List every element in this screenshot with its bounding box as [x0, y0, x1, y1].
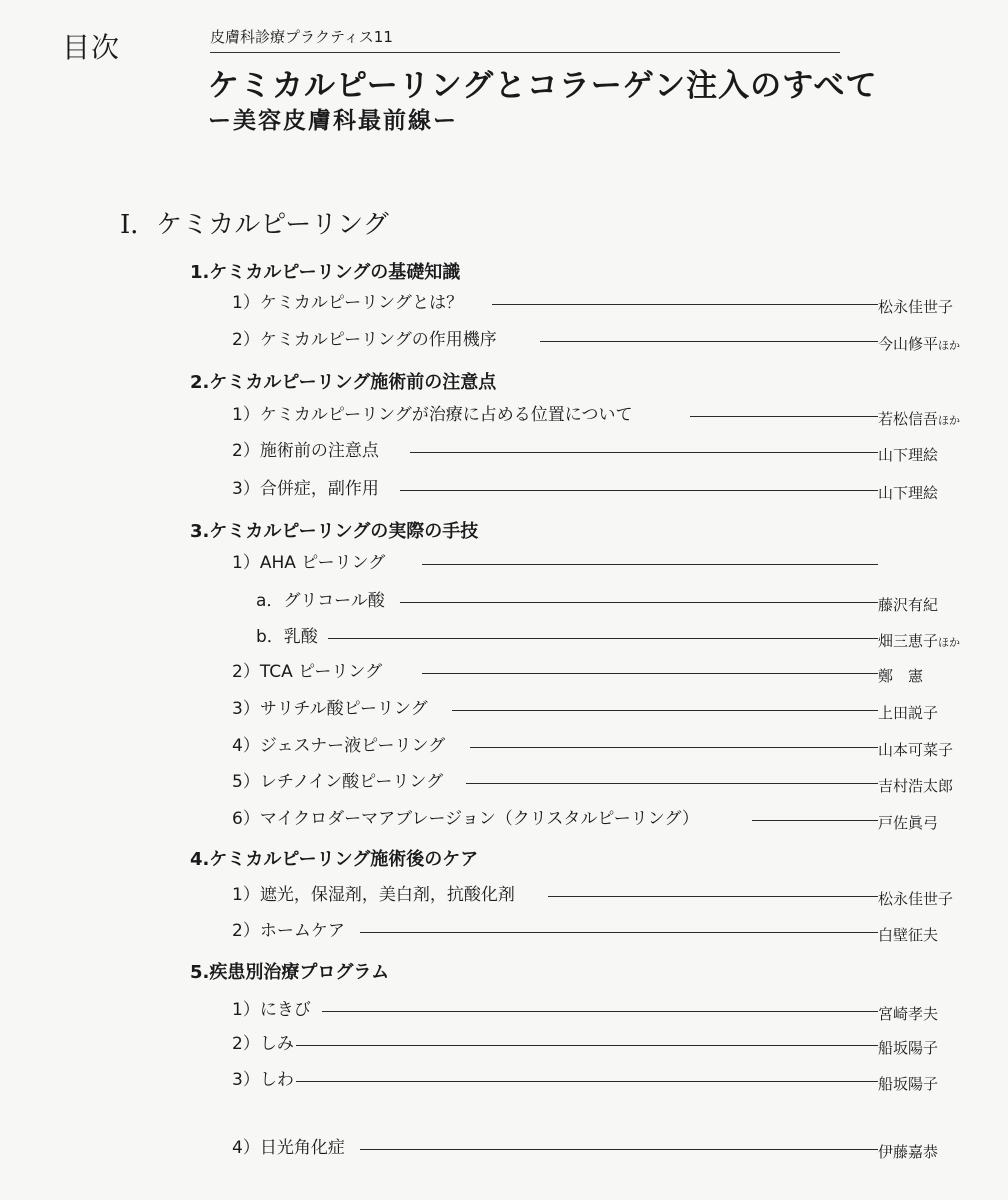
entry-title: 1）遮光，保湿剤，美白剤，抗酸化剤: [232, 885, 515, 905]
toc-section[interactable]: [0, 958, 1008, 982]
entry-title: 1）ケミカルピーリングが治療に占める位置について: [232, 405, 633, 425]
section-title: 1.ケミカルピーリングの基礎知識: [190, 262, 461, 283]
entry-author: 戸佐眞弓: [878, 814, 939, 832]
series-name: 皮膚科診療プラクティス11: [210, 28, 393, 46]
leader-line: [452, 710, 878, 711]
toc-entry[interactable]: [0, 771, 1008, 795]
leader-line: [422, 564, 878, 565]
entry-title: 2）TCA ピーリング: [232, 662, 383, 682]
leader-line: [492, 304, 878, 305]
leader-line: [540, 341, 878, 342]
leader-line: [296, 1081, 878, 1082]
entry-title: 5）レチノイン酸ピーリング: [232, 772, 444, 792]
part-heading: Ⅰ．ケミカルピーリング: [120, 210, 389, 240]
section-title: 3.ケミカルピーリングの実際の手技: [190, 521, 479, 542]
entry-title: a．グリコール酸: [256, 591, 385, 611]
entry-title: 4）ジェスナー液ピーリング: [232, 736, 446, 756]
section-title: 5.疾患別治療プログラム: [190, 962, 390, 983]
leader-line: [466, 783, 878, 784]
entry-author: 船坂陽子: [878, 1075, 939, 1093]
leader-line: [360, 932, 878, 933]
entry-title: 2）ホームケア: [232, 921, 345, 941]
toc-entry[interactable]: [0, 626, 1008, 650]
leader-line: [400, 490, 878, 491]
toc-entry[interactable]: [0, 698, 1008, 722]
entry-author: 白壁征夫: [878, 926, 939, 944]
entry-title: 2）しみ: [232, 1034, 294, 1054]
section-title: 2.ケミカルピーリング施術前の注意点: [190, 372, 497, 393]
toc-entry[interactable]: [0, 440, 1008, 464]
leader-line: [548, 896, 878, 897]
entry-author: 山本可菜子: [878, 741, 954, 759]
entry-author: 松永佳世子: [878, 890, 954, 908]
entry-title: 2）ケミカルピーリングの作用機序: [232, 330, 497, 350]
toc-entry[interactable]: [0, 920, 1008, 944]
toc-entry[interactable]: [0, 661, 1008, 685]
entry-author: 宮崎孝夫: [878, 1005, 939, 1023]
entry-author: 伊藤嘉恭: [878, 1143, 939, 1161]
entry-title: b．乳酸: [256, 627, 318, 647]
leader-line: [360, 1149, 878, 1150]
leader-line: [422, 673, 878, 674]
entry-author: 山下理絵: [878, 484, 939, 502]
header-divider: [210, 52, 840, 53]
entry-author: 松永佳世子: [878, 298, 954, 316]
toc-heading: 目次: [62, 31, 121, 64]
leader-line: [470, 747, 878, 748]
leader-line: [296, 1045, 878, 1046]
section-title: 4.ケミカルピーリング施術後のケア: [190, 849, 479, 870]
entry-title: 1）にきび: [232, 1000, 311, 1020]
leader-line: [690, 416, 878, 417]
toc-section[interactable]: [0, 517, 1008, 541]
entry-author: 山下理絵: [878, 446, 939, 464]
leader-line: [322, 1011, 878, 1012]
entry-author: 鄭 憲: [878, 667, 924, 685]
entry-title: 6）マイクロダーマアブレージョン（クリスタルピーリング）: [232, 809, 699, 829]
book-title: ケミカルピーリングとコラーゲン注入のすべて: [208, 68, 878, 104]
book-subtitle: ー美容皮膚科最前線ー: [208, 107, 458, 134]
toc-entry[interactable]: [0, 1069, 1008, 1093]
leader-line: [400, 602, 878, 603]
entry-author: 畑三恵子ほか: [878, 632, 961, 650]
toc-entry[interactable]: [0, 884, 1008, 908]
entry-title: 1）ケミカルピーリングとは？: [232, 293, 464, 313]
entry-title: 4）日光角化症: [232, 1138, 345, 1158]
toc-entry[interactable]: [0, 552, 1008, 576]
toc-entry[interactable]: [0, 1137, 1008, 1161]
entry-author: 藤沢有紀: [878, 596, 939, 614]
toc-entry[interactable]: [0, 735, 1008, 759]
toc-section[interactable]: [0, 368, 1008, 392]
leader-line: [752, 820, 878, 821]
toc-entry[interactable]: [0, 478, 1008, 502]
toc-entry[interactable]: [0, 329, 1008, 353]
entry-title: 3）しわ: [232, 1070, 294, 1090]
entry-author: 上田説子: [878, 704, 939, 722]
toc-entry[interactable]: [0, 999, 1008, 1023]
entry-title: 3）合併症，副作用: [232, 479, 379, 499]
toc-section[interactable]: [0, 258, 1008, 282]
entry-title: 3）サリチル酸ピーリング: [232, 699, 428, 719]
entry-title: 1）AHA ピーリング: [232, 553, 386, 573]
toc-entry[interactable]: [0, 590, 1008, 614]
leader-line: [328, 638, 878, 639]
leader-line: [410, 452, 878, 453]
toc-section[interactable]: [0, 845, 1008, 869]
entry-title: 2）施術前の注意点: [232, 441, 379, 461]
entry-author: 吉村浩太郎: [878, 777, 954, 795]
entry-author: 今山修平ほか: [878, 335, 961, 353]
toc-entry[interactable]: [0, 404, 1008, 428]
toc-entry[interactable]: [0, 292, 1008, 316]
toc-entry[interactable]: [0, 1033, 1008, 1057]
toc-entry[interactable]: [0, 808, 1008, 832]
entry-author: 船坂陽子: [878, 1039, 939, 1057]
entry-author: 若松信吾ほか: [878, 410, 961, 428]
